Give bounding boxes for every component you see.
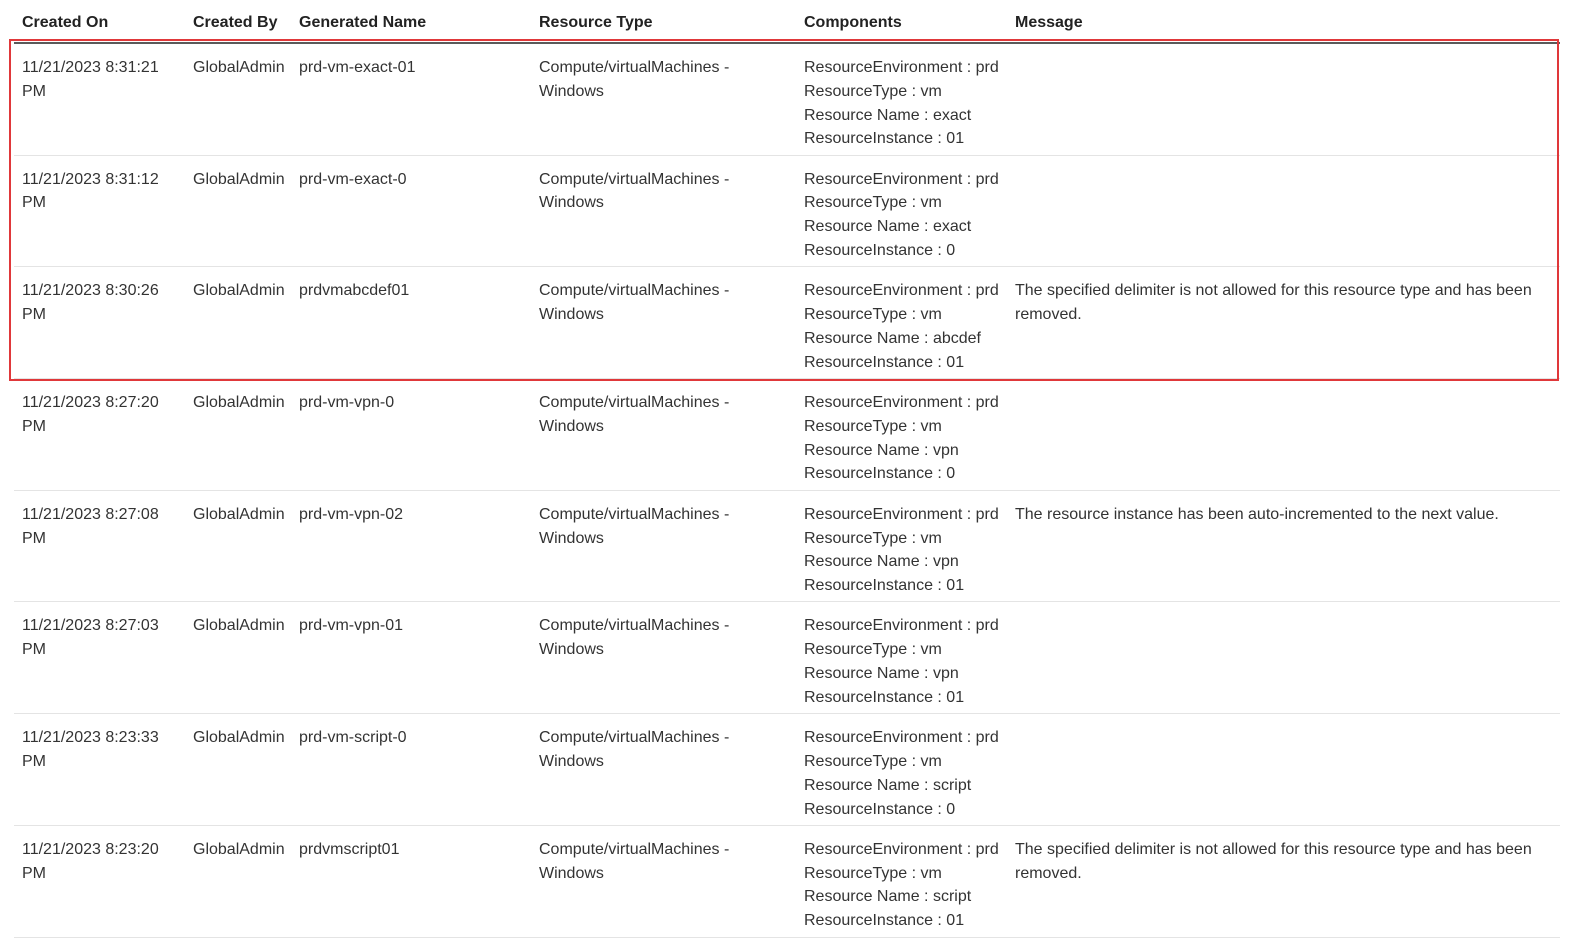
cell-message xyxy=(1007,602,1560,713)
component-line: ResourceInstance : 01 xyxy=(804,688,965,706)
cell-message xyxy=(1007,44,1560,155)
cell-created-by: GlobalAdmin xyxy=(193,505,285,523)
cell-resource-type: Compute/virtualMachines - Windows xyxy=(539,505,730,547)
component-line: Resource Name : script xyxy=(804,776,972,794)
cell-components xyxy=(796,491,1007,602)
component-line: ResourceEnvironment : prd xyxy=(804,59,999,76)
cell-created-on: 11/21/2023 8:27:20 PM xyxy=(22,394,159,435)
cell-generated-name: prdvmscript01 xyxy=(299,840,400,858)
component-line: ResourceType : vm xyxy=(804,417,942,435)
table-row[interactable] xyxy=(14,156,1560,268)
component-line: ResourceEnvironment : prd xyxy=(804,729,999,747)
component-line: Resource Name : abcdef xyxy=(804,329,981,347)
cell-generated-name: prd-vm-exact-0 xyxy=(299,170,407,188)
cell-resource-type: Compute/virtualMachines - Windows xyxy=(539,394,730,435)
cell-components xyxy=(796,44,1007,155)
cell-resource-type: Compute/virtualMachines - Windows xyxy=(539,170,730,212)
component-line: ResourceEnvironment : prd xyxy=(804,617,999,635)
column-header-resource-type[interactable]: Resource Type xyxy=(539,14,653,31)
component-line: ResourceEnvironment : prd xyxy=(804,505,999,523)
table-header xyxy=(14,0,1560,44)
component-line: ResourceInstance : 0 xyxy=(804,465,956,483)
generated-names-table xyxy=(14,0,1560,938)
component-line: ResourceType : vm xyxy=(804,641,942,659)
component-line: ResourceEnvironment : prd xyxy=(804,840,999,858)
cell-created-on: 11/21/2023 8:23:20 PM xyxy=(22,840,159,882)
component-line: ResourceInstance : 01 xyxy=(804,130,965,148)
cell-created-by: GlobalAdmin xyxy=(193,170,285,188)
table-body xyxy=(14,44,1560,938)
table-row[interactable] xyxy=(14,491,1560,603)
cell-generated-name: prd-vm-script-0 xyxy=(299,729,407,747)
component-line: Resource Name : vpn xyxy=(804,441,959,459)
cell-resource-type: Compute/virtualMachines - Windows xyxy=(539,729,730,770)
cell-resource-type: Compute/virtualMachines - Windows xyxy=(539,617,730,659)
cell-message: The resource instance has been auto-incremented to the next value. xyxy=(1015,505,1499,523)
cell-resource-type: Compute/virtualMachines - Windows xyxy=(539,840,730,882)
cell-generated-name: prd-vm-vpn-02 xyxy=(299,505,404,523)
table-row[interactable] xyxy=(14,714,1560,826)
component-line: ResourceInstance : 0 xyxy=(804,800,956,818)
cell-created-on: 11/21/2023 8:27:03 PM xyxy=(22,617,159,659)
component-line: ResourceEnvironment : prd xyxy=(804,282,999,300)
column-header-created-by[interactable]: Created By xyxy=(193,14,278,31)
cell-created-by: GlobalAdmin xyxy=(193,394,285,412)
cell-components xyxy=(796,156,1007,267)
table-row[interactable] xyxy=(14,44,1560,156)
component-line: ResourceInstance : 01 xyxy=(804,577,965,595)
component-line: ResourceInstance : 01 xyxy=(804,912,965,930)
cell-generated-name: prd-vm-vpn-0 xyxy=(299,394,395,412)
cell-created-by: GlobalAdmin xyxy=(193,840,285,858)
cell-created-on: 11/21/2023 8:31:12 PM xyxy=(22,170,159,212)
cell-resource-type: Compute/virtualMachines - Windows xyxy=(539,59,730,100)
cell-components xyxy=(796,826,1007,937)
table-row[interactable] xyxy=(14,379,1560,491)
component-line: ResourceType : vm xyxy=(804,82,942,100)
cell-components xyxy=(796,267,1007,378)
cell-created-on: 11/21/2023 8:31:21 PM xyxy=(22,59,159,100)
cell-created-on: 11/21/2023 8:30:26 PM xyxy=(22,282,159,324)
cell-components xyxy=(796,714,1007,825)
table-row[interactable] xyxy=(14,602,1560,714)
component-line: ResourceType : vm xyxy=(804,864,942,882)
column-header-created-on[interactable]: Created On xyxy=(22,14,109,31)
cell-resource-type: Compute/virtualMachines - Windows xyxy=(539,282,730,324)
cell-components xyxy=(796,602,1007,713)
component-line: ResourceEnvironment : prd xyxy=(804,394,999,412)
component-line: ResourceInstance : 0 xyxy=(804,242,956,260)
cell-message xyxy=(1007,156,1560,267)
cell-created-by: GlobalAdmin xyxy=(193,59,285,76)
component-line: Resource Name : vpn xyxy=(804,553,959,571)
cell-components xyxy=(796,379,1007,490)
cell-message xyxy=(1007,714,1560,825)
cell-generated-name: prd-vm-exact-01 xyxy=(299,59,416,76)
component-line: Resource Name : exact xyxy=(804,218,972,236)
component-line: ResourceType : vm xyxy=(804,529,942,547)
cell-created-on: 11/21/2023 8:23:33 PM xyxy=(22,729,159,770)
component-line: ResourceType : vm xyxy=(804,306,942,324)
cell-message: The specified delimiter is not allowed for this resource type and has been removed. xyxy=(1015,840,1532,882)
cell-created-by: GlobalAdmin xyxy=(193,282,285,300)
cell-message xyxy=(1007,379,1560,490)
cell-message: The specified delimiter is not allowed for this resource type and has been removed. xyxy=(1015,282,1532,324)
component-line: ResourceEnvironment : prd xyxy=(804,170,999,188)
cell-created-by: GlobalAdmin xyxy=(193,729,285,747)
column-header-message[interactable]: Message xyxy=(1015,14,1083,31)
cell-generated-name: prd-vm-vpn-01 xyxy=(299,617,404,635)
component-line: Resource Name : exact xyxy=(804,106,972,124)
component-line: ResourceType : vm xyxy=(804,194,942,212)
cell-created-on: 11/21/2023 8:27:08 PM xyxy=(22,505,159,547)
cell-created-by: GlobalAdmin xyxy=(193,617,285,635)
cell-generated-name: prdvmabcdef01 xyxy=(299,282,410,300)
component-line: ResourceType : vm xyxy=(804,752,942,770)
component-line: Resource Name : vpn xyxy=(804,665,959,683)
table-row[interactable] xyxy=(14,826,1560,938)
component-line: ResourceInstance : 01 xyxy=(804,353,965,371)
column-header-generated-name[interactable]: Generated Name xyxy=(299,14,427,31)
table-row[interactable] xyxy=(14,267,1560,379)
component-line: Resource Name : script xyxy=(804,888,972,906)
column-header-components[interactable]: Components xyxy=(804,14,902,31)
